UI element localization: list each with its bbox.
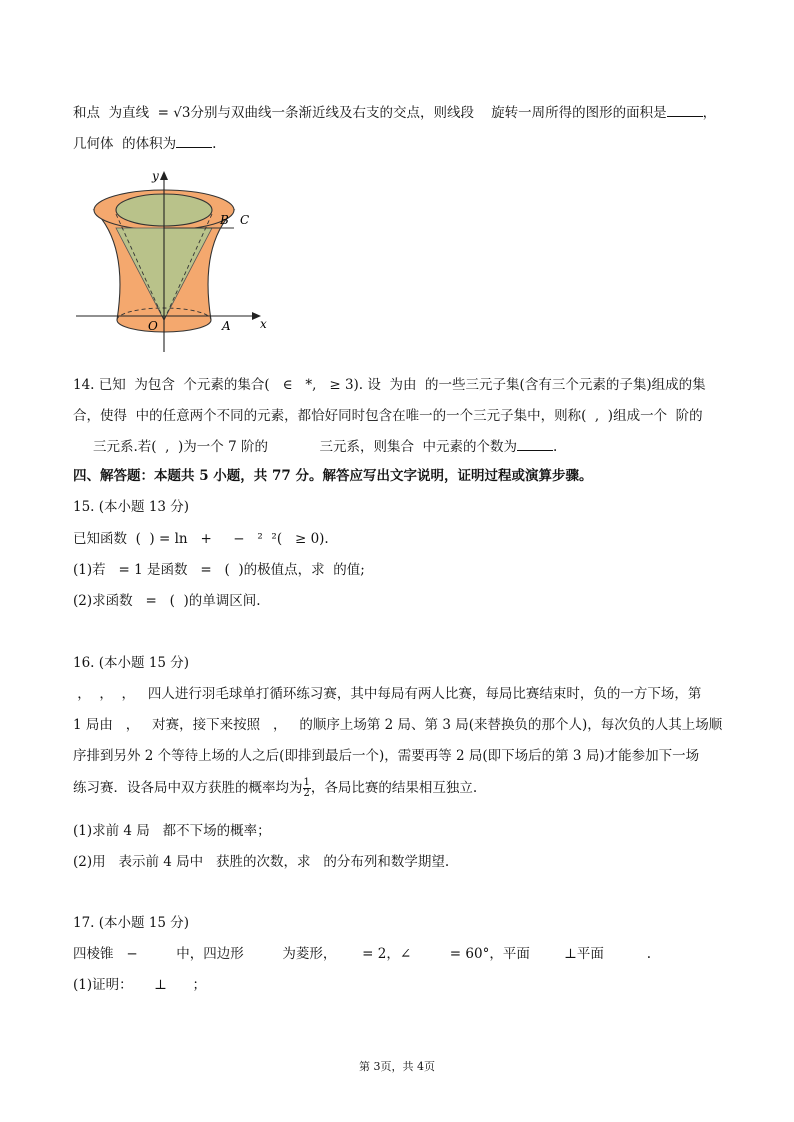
point-a-label: A: [222, 319, 231, 333]
q17-heading: 17. (本小题 15 分): [73, 915, 190, 931]
q13-line2: [73, 135, 216, 153]
q16-line2: 1 局由 ， 对赛，接下来按照 ， 的顺序上场第 2 局、第 3 局(来替换负的那个人)，每次负的人其上场顺: [73, 717, 723, 733]
fraction-numerator: 1: [303, 777, 310, 788]
q16-line1: ， ， ， 四人进行羽毛球单打循环练习赛，其中每局有两人比赛，每局比赛结束时，负的一方下场，第: [73, 686, 702, 702]
answer-blank-area[interactable]: [667, 104, 703, 117]
point-o-label: O: [148, 319, 158, 333]
q15-part1: (1)若 = 1 是函数 = ( )的极值点，求 的值;: [73, 562, 365, 578]
answer-blank-q14[interactable]: [517, 438, 553, 451]
q15-heading: 15. (本小题 13 分): [73, 499, 190, 515]
q16-line4-text-a: 练习赛．设各局中双方获胜的概率均为: [73, 780, 303, 796]
q17-stem: 四棱锥 − 中，四边形 为菱形， = 2，∠ = 60°，平面 ⊥平面 .: [73, 946, 652, 962]
q16-heading: 16. (本小题 15 分): [73, 655, 190, 671]
q15-stem: 已知函数 ( ) = ln + − ² ²( ≥ 0).: [73, 531, 329, 547]
answer-blank-volume[interactable]: [176, 135, 212, 148]
fraction-one-half: [303, 778, 311, 799]
q13-line2-text: 几何体 的体积为: [73, 136, 177, 152]
q16-part1: (1)求前 4 局 都不下场的概率；: [73, 823, 271, 839]
q16-line4-text-b: ，各局比赛的结果相互独立.: [310, 780, 478, 796]
q13-line2-end: .: [212, 136, 217, 152]
q17-part1: (1)证明： ⊥ ；: [73, 977, 207, 993]
revolution-solid-figure: [72, 168, 282, 358]
q13-text-a: 和点 为直线 =: [73, 105, 174, 121]
q13-line1: [73, 104, 716, 122]
page-footer: 第 3页，共 4页: [359, 1060, 435, 1073]
q14-line1: 14. 已知 为包含 个元素的集合( ∈ *, ≥ 3). 设 为由 的一些三元子集(含有三个元素的子集)组成的集: [73, 377, 706, 393]
q14-line3-text: 三元系.若( , )为一个 7 阶的 三元系，则集合 中元素的个数为: [93, 439, 518, 455]
y-axis-arrow-icon: [160, 171, 168, 180]
q13-text-end: ，: [702, 105, 717, 121]
q16-line3: 序排到另外 2 个等待上场的人之后(即排到最后一个)，需要再等 2 局(即下场后的第 3 局)才能参加下一场: [73, 748, 700, 764]
q15-part2: (2)求函数 = ( )的单调区间.: [73, 593, 261, 609]
point-c-label: C: [240, 213, 250, 227]
q14-line3: [93, 438, 557, 456]
q13-text-b: 分别与双曲线一条渐近线及右支的交点，则线段 旋转一周所得的图形的面积是: [190, 105, 667, 121]
y-axis-label: y: [152, 169, 159, 183]
x-axis-label: x: [260, 317, 267, 331]
section-four-heading: 四、解答题：本题共 5 小题，共 77 分。解答应写出文字说明，证明过程或演算步骤。: [73, 468, 593, 484]
q16-line4: [73, 778, 477, 799]
q14-line3-end: .: [553, 439, 558, 455]
sqrt-three: √3: [173, 105, 191, 121]
q14-line2: 合，使得 中的任意两个不同的元素，都恰好同时包含在唯一的一个三元子集中，则称( , )组成一个 阶的: [73, 408, 703, 424]
q16-part2: (2)用 表示前 4 局中 获胜的次数，求 的分布列和数学期望.: [73, 854, 450, 870]
fraction-denominator: 2: [303, 788, 310, 799]
point-b-label: B: [220, 213, 229, 227]
